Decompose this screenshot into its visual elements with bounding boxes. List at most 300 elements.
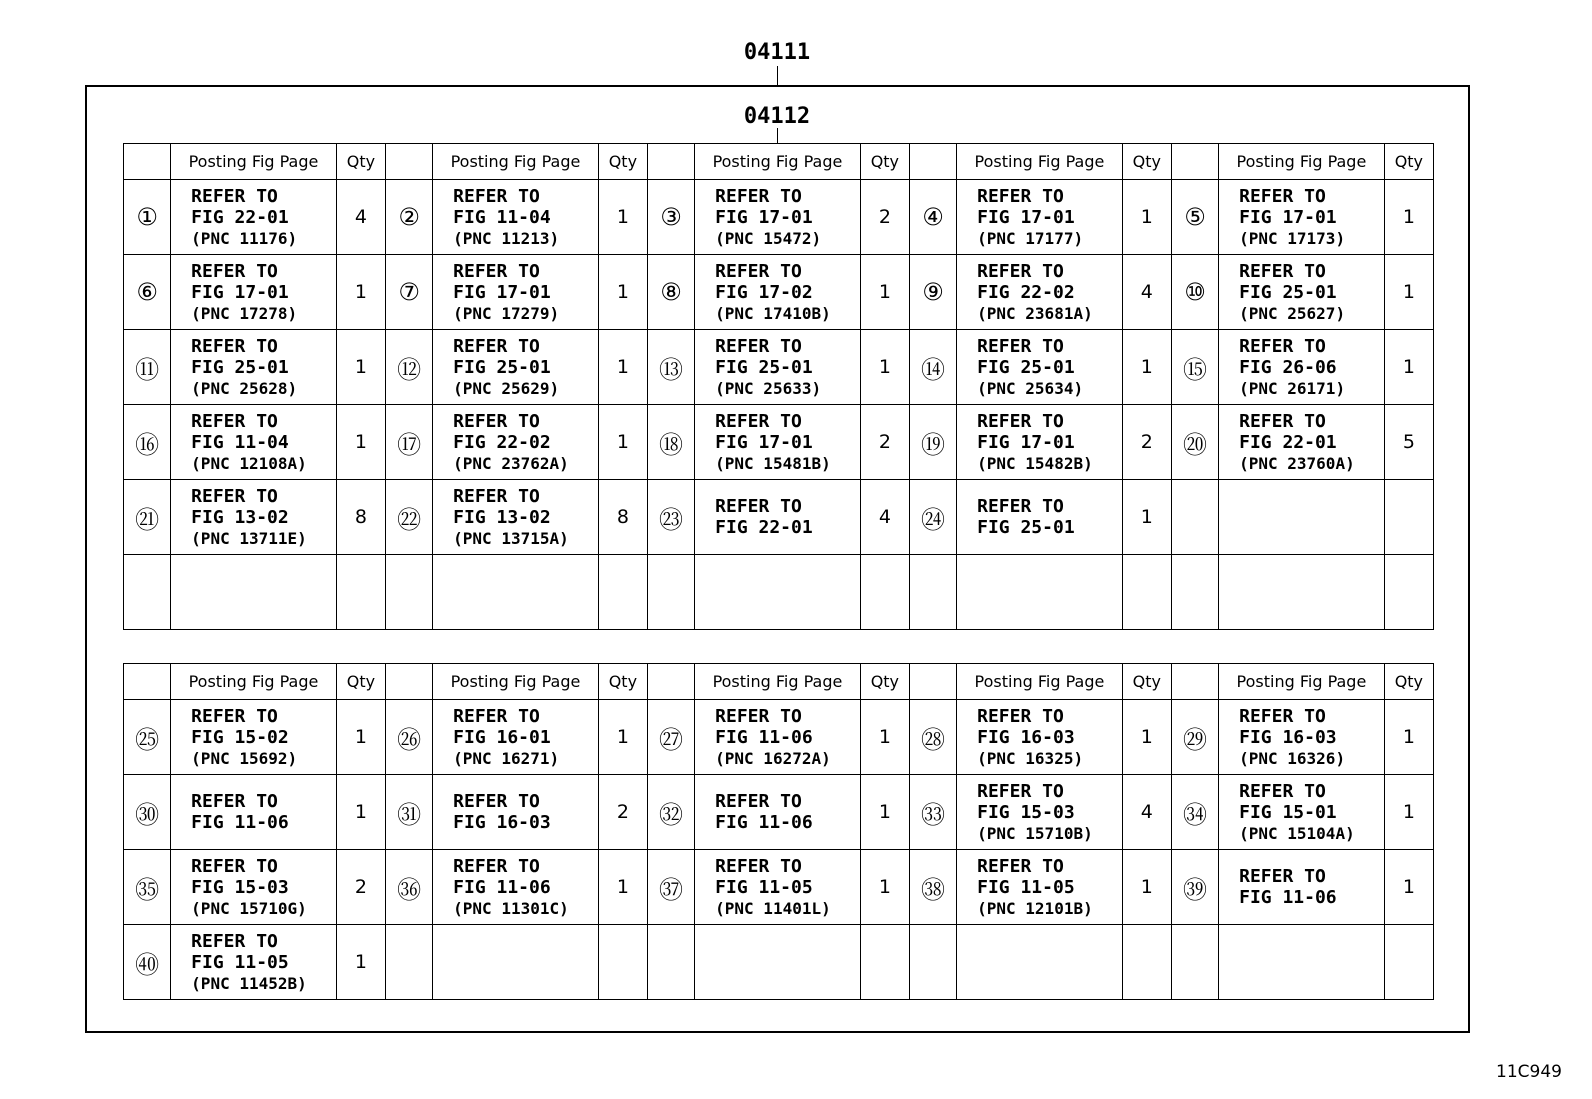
callout-number: ㉛ — [385, 775, 432, 850]
table-row — [124, 405, 1434, 480]
header-num-cell — [909, 664, 956, 700]
posting-fig-reference — [171, 555, 337, 630]
header-num-cell — [909, 144, 956, 180]
qty-value: 1 — [860, 700, 909, 775]
posting-fig-reference — [171, 850, 337, 925]
callout-number — [124, 555, 171, 630]
refer-to-text: REFER TO — [715, 791, 802, 812]
posting-fig-reference — [1219, 330, 1385, 405]
pnc-text: (PNC 16325) — [977, 748, 1084, 768]
refer-to-text: REFER TO — [191, 260, 278, 282]
callout-number: ⑬ — [647, 330, 694, 405]
fig-text: FIG 13-02 — [191, 506, 289, 528]
header-num-cell — [647, 144, 694, 180]
posting-fig-reference — [433, 180, 599, 255]
qty-value: 2 — [1122, 405, 1171, 480]
fig-text: FIG 15-02 — [191, 726, 289, 748]
qty-value: 5 — [1384, 405, 1433, 480]
callout-number: ㊵ — [124, 925, 171, 1000]
header-qty: Qty — [598, 664, 647, 700]
pnc-text: (PNC 23762A) — [453, 453, 569, 473]
figure-code: 11C949 — [1496, 1062, 1562, 1082]
pnc-text: (PNC 26171) — [1239, 378, 1346, 398]
table-row — [124, 255, 1434, 330]
pnc-text: (PNC 17278) — [191, 303, 298, 323]
qty-value — [1122, 925, 1171, 1000]
fig-text: FIG 25-01 — [715, 356, 813, 378]
refer-to-text: REFER TO — [1239, 705, 1326, 727]
outer-code-label: 04111 — [743, 40, 811, 65]
qty-value — [336, 555, 385, 630]
refer-to-text: REFER TO — [453, 185, 540, 207]
fig-text: FIG 11-04 — [453, 206, 551, 228]
header-posting-fig-page: Posting Fig Page — [957, 664, 1123, 700]
refer-to-text: REFER TO — [453, 705, 540, 727]
callout-number: ⑭ — [909, 330, 956, 405]
qty-value: 1 — [598, 850, 647, 925]
posting-fig-reference — [433, 775, 599, 850]
qty-value: 1 — [860, 775, 909, 850]
header-posting-fig-page: Posting Fig Page — [695, 144, 861, 180]
pnc-text: (PNC 17177) — [977, 228, 1084, 248]
callout-number: ㉝ — [909, 775, 956, 850]
callout-number: ① — [124, 180, 171, 255]
callout-number: ㉚ — [124, 775, 171, 850]
posting-fig-reference — [1219, 850, 1385, 925]
refer-to-text: REFER TO — [191, 410, 278, 432]
qty-value: 1 — [598, 255, 647, 330]
refer-to-text: REFER TO — [977, 496, 1064, 517]
callout-number: ⑳ — [1171, 405, 1218, 480]
fig-text: FIG 15-03 — [191, 876, 289, 898]
fig-text: FIG 25-01 — [453, 356, 551, 378]
qty-value — [1384, 480, 1433, 555]
table-row — [124, 775, 1434, 850]
header-qty: Qty — [336, 144, 385, 180]
reference-table-upper — [123, 143, 1434, 630]
posting-fig-reference — [957, 925, 1123, 1000]
pnc-text: (PNC 23681A) — [977, 303, 1093, 323]
table-row — [124, 925, 1434, 1000]
pnc-text: (PNC 12101B) — [977, 898, 1093, 918]
qty-value: 1 — [336, 775, 385, 850]
posting-fig-reference — [1219, 180, 1385, 255]
pnc-text: (PNC 16271) — [453, 748, 560, 768]
posting-fig-reference — [695, 700, 861, 775]
posting-fig-reference — [433, 555, 599, 630]
posting-fig-reference — [1219, 255, 1385, 330]
fig-text: FIG 17-01 — [715, 206, 813, 228]
refer-to-text: REFER TO — [453, 260, 540, 282]
callout-number: ⑨ — [909, 255, 956, 330]
fig-text: FIG 17-01 — [977, 431, 1075, 453]
fig-text: FIG 16-03 — [1239, 726, 1337, 748]
callout-number: ⑦ — [385, 255, 432, 330]
callout-number: ⑲ — [909, 405, 956, 480]
callout-number — [647, 555, 694, 630]
pnc-text: (PNC 15692) — [191, 748, 298, 768]
qty-value: 2 — [860, 405, 909, 480]
header-qty: Qty — [598, 144, 647, 180]
header-qty: Qty — [1122, 144, 1171, 180]
header-posting-fig-page: Posting Fig Page — [695, 664, 861, 700]
table-row — [124, 700, 1434, 775]
pnc-text: (PNC 25634) — [977, 378, 1084, 398]
posting-fig-reference — [695, 255, 861, 330]
posting-fig-reference — [433, 925, 599, 1000]
qty-value: 1 — [860, 850, 909, 925]
pnc-text: (PNC 16326) — [1239, 748, 1346, 768]
fig-text: FIG 26-06 — [1239, 356, 1337, 378]
refer-to-text: REFER TO — [977, 705, 1064, 727]
callout-number: ㉕ — [124, 700, 171, 775]
callout-number: ② — [385, 180, 432, 255]
fig-text: FIG 17-02 — [715, 281, 813, 303]
refer-to-text: REFER TO — [1239, 185, 1326, 207]
callout-number — [647, 925, 694, 1000]
refer-to-text: REFER TO — [715, 410, 802, 432]
callout-number: ㉟ — [124, 850, 171, 925]
callout-number: ④ — [909, 180, 956, 255]
qty-value: 1 — [1122, 480, 1171, 555]
callout-number: ㉘ — [909, 700, 956, 775]
qty-value: 1 — [1384, 255, 1433, 330]
qty-value: 1 — [598, 405, 647, 480]
fig-text: FIG 22-01 — [715, 517, 813, 538]
callout-number: ⑮ — [1171, 330, 1218, 405]
fig-text: FIG 13-02 — [453, 506, 551, 528]
fig-text: FIG 25-01 — [191, 356, 289, 378]
posting-fig-reference — [695, 555, 861, 630]
pnc-text: (PNC 11301C) — [453, 898, 569, 918]
qty-value: 1 — [1122, 850, 1171, 925]
fig-text: FIG 15-03 — [977, 801, 1075, 823]
fig-text: FIG 25-01 — [977, 517, 1075, 538]
refer-to-text: REFER TO — [191, 185, 278, 207]
inner-code-label: 04112 — [743, 104, 811, 129]
refer-to-text: REFER TO — [191, 791, 278, 812]
qty-value: 1 — [1384, 700, 1433, 775]
callout-number: ㉒ — [385, 480, 432, 555]
posting-fig-reference — [433, 700, 599, 775]
refer-to-text: REFER TO — [1239, 260, 1326, 282]
callout-number: ⑥ — [124, 255, 171, 330]
header-num-cell — [1171, 664, 1218, 700]
table-row — [124, 480, 1434, 555]
header-num-cell — [124, 144, 171, 180]
posting-fig-reference — [433, 480, 599, 555]
refer-to-text: REFER TO — [191, 485, 278, 507]
qty-value: 8 — [336, 480, 385, 555]
posting-fig-reference — [957, 405, 1123, 480]
header-qty: Qty — [1384, 664, 1433, 700]
refer-to-text: REFER TO — [715, 705, 802, 727]
fig-text: FIG 22-01 — [1239, 431, 1337, 453]
posting-fig-reference — [1219, 555, 1385, 630]
refer-to-text: REFER TO — [1239, 335, 1326, 357]
pnc-text: (PNC 12108A) — [191, 453, 307, 473]
header-qty: Qty — [860, 664, 909, 700]
callout-number: ㉖ — [385, 700, 432, 775]
qty-value: 1 — [1122, 180, 1171, 255]
fig-text: FIG 22-01 — [191, 206, 289, 228]
pnc-text: (PNC 16272A) — [715, 748, 831, 768]
qty-value: 4 — [336, 180, 385, 255]
posting-fig-reference — [957, 330, 1123, 405]
posting-fig-reference — [171, 480, 337, 555]
fig-text: FIG 11-06 — [191, 812, 289, 833]
header-qty: Qty — [336, 664, 385, 700]
fig-text: FIG 15-01 — [1239, 801, 1337, 823]
posting-fig-reference — [695, 330, 861, 405]
fig-text: FIG 11-05 — [715, 876, 813, 898]
fig-text: FIG 25-01 — [1239, 281, 1337, 303]
posting-fig-reference — [1219, 480, 1385, 555]
posting-fig-reference — [171, 330, 337, 405]
refer-to-text: REFER TO — [715, 855, 802, 877]
refer-to-text: REFER TO — [977, 185, 1064, 207]
posting-fig-reference — [695, 775, 861, 850]
inner-leader-line — [777, 128, 778, 143]
qty-value: 1 — [336, 925, 385, 1000]
qty-value: 1 — [1122, 700, 1171, 775]
fig-text: FIG 11-06 — [715, 726, 813, 748]
header-posting-fig-page: Posting Fig Page — [1219, 664, 1385, 700]
qty-value: 1 — [1384, 330, 1433, 405]
callout-number: ⑰ — [385, 405, 432, 480]
refer-to-text: REFER TO — [453, 485, 540, 507]
fig-text: FIG 22-02 — [453, 431, 551, 453]
pnc-text: (PNC 15472) — [715, 228, 822, 248]
callout-number: ㊴ — [1171, 850, 1218, 925]
pnc-text: (PNC 15481B) — [715, 453, 831, 473]
refer-to-text: REFER TO — [1239, 410, 1326, 432]
table-row — [124, 330, 1434, 405]
header-num-cell — [124, 664, 171, 700]
qty-value — [860, 925, 909, 1000]
pnc-text: (PNC 17279) — [453, 303, 560, 323]
refer-to-text: REFER TO — [453, 855, 540, 877]
posting-fig-reference — [171, 700, 337, 775]
callout-number: ㊳ — [909, 850, 956, 925]
pnc-text: (PNC 25633) — [715, 378, 822, 398]
fig-text: FIG 16-03 — [977, 726, 1075, 748]
fig-text: FIG 16-01 — [453, 726, 551, 748]
qty-value: 1 — [1384, 850, 1433, 925]
posting-fig-reference — [957, 775, 1123, 850]
callout-number — [909, 555, 956, 630]
qty-value: 8 — [598, 480, 647, 555]
posting-fig-reference — [171, 775, 337, 850]
callout-number: ⑧ — [647, 255, 694, 330]
posting-fig-reference — [433, 255, 599, 330]
table-row — [124, 555, 1434, 630]
pnc-text: (PNC 15710G) — [191, 898, 307, 918]
header-row — [124, 664, 1434, 700]
callout-number: ㉞ — [1171, 775, 1218, 850]
header-qty: Qty — [860, 144, 909, 180]
posting-fig-reference — [171, 255, 337, 330]
qty-value — [598, 925, 647, 1000]
callout-number — [1171, 480, 1218, 555]
fig-text: FIG 11-04 — [191, 431, 289, 453]
posting-fig-reference — [957, 700, 1123, 775]
table-row — [124, 850, 1434, 925]
pnc-text: (PNC 13715A) — [453, 528, 569, 548]
fig-text: FIG 11-05 — [191, 951, 289, 973]
pnc-text: (PNC 25629) — [453, 378, 560, 398]
callout-number: ㉙ — [1171, 700, 1218, 775]
header-num-cell — [385, 144, 432, 180]
fig-text: FIG 11-06 — [715, 812, 813, 833]
pnc-text: (PNC 17410B) — [715, 303, 831, 323]
fig-text: FIG 25-01 — [977, 356, 1075, 378]
callout-number: ⑯ — [124, 405, 171, 480]
header-posting-fig-page: Posting Fig Page — [171, 144, 337, 180]
qty-value: 4 — [860, 480, 909, 555]
refer-to-text: REFER TO — [453, 410, 540, 432]
qty-value: 1 — [1122, 330, 1171, 405]
qty-value: 4 — [1122, 775, 1171, 850]
callout-number: ㊲ — [647, 850, 694, 925]
header-posting-fig-page: Posting Fig Page — [1219, 144, 1385, 180]
qty-value — [1122, 555, 1171, 630]
pnc-text: (PNC 11401L) — [715, 898, 831, 918]
pnc-text: (PNC 13711E) — [191, 528, 307, 548]
callout-number: ⑪ — [124, 330, 171, 405]
pnc-text: (PNC 25628) — [191, 378, 298, 398]
pnc-text: (PNC 11452B) — [191, 973, 307, 993]
callout-number — [385, 925, 432, 1000]
header-num-cell — [385, 664, 432, 700]
pnc-text: (PNC 23760A) — [1239, 453, 1355, 473]
fig-text: FIG 16-03 — [453, 812, 551, 833]
refer-to-text: REFER TO — [453, 335, 540, 357]
qty-value — [860, 555, 909, 630]
qty-value: 1 — [1384, 180, 1433, 255]
callout-number: ⑱ — [647, 405, 694, 480]
pnc-text: (PNC 17173) — [1239, 228, 1346, 248]
posting-fig-reference — [957, 555, 1123, 630]
callout-number — [1171, 925, 1218, 1000]
refer-to-text: REFER TO — [977, 410, 1064, 432]
header-posting-fig-page: Posting Fig Page — [433, 144, 599, 180]
fig-text: FIG 11-06 — [453, 876, 551, 898]
callout-number: ③ — [647, 180, 694, 255]
callout-number — [385, 555, 432, 630]
qty-value: 1 — [336, 330, 385, 405]
callout-number — [1171, 555, 1218, 630]
qty-value: 1 — [598, 180, 647, 255]
callout-number: ⑩ — [1171, 255, 1218, 330]
qty-value: 1 — [860, 255, 909, 330]
header-num-cell — [1171, 144, 1218, 180]
header-posting-fig-page: Posting Fig Page — [433, 664, 599, 700]
posting-fig-reference — [1219, 775, 1385, 850]
posting-fig-reference — [957, 850, 1123, 925]
refer-to-text: REFER TO — [715, 260, 802, 282]
header-posting-fig-page: Posting Fig Page — [957, 144, 1123, 180]
header-qty: Qty — [1122, 664, 1171, 700]
header-qty: Qty — [1384, 144, 1433, 180]
outer-leader-line — [777, 66, 778, 85]
refer-to-text: REFER TO — [715, 335, 802, 357]
qty-value — [598, 555, 647, 630]
posting-fig-reference — [695, 925, 861, 1000]
qty-value — [1384, 555, 1433, 630]
qty-value: 1 — [336, 700, 385, 775]
posting-fig-reference — [1219, 925, 1385, 1000]
qty-value: 2 — [598, 775, 647, 850]
pnc-text: (PNC 15482B) — [977, 453, 1093, 473]
refer-to-text: REFER TO — [977, 260, 1064, 282]
refer-to-text: REFER TO — [453, 791, 540, 812]
posting-fig-reference — [1219, 700, 1385, 775]
posting-fig-reference — [695, 180, 861, 255]
posting-fig-reference — [695, 405, 861, 480]
refer-to-text: REFER TO — [191, 335, 278, 357]
qty-value — [1384, 925, 1433, 1000]
table-row — [124, 180, 1434, 255]
pnc-text: (PNC 25627) — [1239, 303, 1346, 323]
fig-text: FIG 22-02 — [977, 281, 1075, 303]
callout-number: ⑤ — [1171, 180, 1218, 255]
header-row — [124, 144, 1434, 180]
refer-to-text: REFER TO — [191, 930, 278, 952]
header-posting-fig-page: Posting Fig Page — [171, 664, 337, 700]
fig-text: FIG 11-06 — [1239, 887, 1337, 908]
qty-value: 1 — [1384, 775, 1433, 850]
qty-value: 1 — [336, 255, 385, 330]
posting-fig-reference — [1219, 405, 1385, 480]
refer-to-text: REFER TO — [191, 705, 278, 727]
fig-text: FIG 11-05 — [977, 876, 1075, 898]
callout-number: ㉗ — [647, 700, 694, 775]
fig-text: FIG 17-01 — [977, 206, 1075, 228]
refer-to-text: REFER TO — [1239, 780, 1326, 802]
refer-to-text: REFER TO — [715, 185, 802, 207]
posting-fig-reference — [957, 180, 1123, 255]
pnc-text: (PNC 15104A) — [1239, 823, 1355, 843]
qty-value: 1 — [860, 330, 909, 405]
callout-number: ㉓ — [647, 480, 694, 555]
header-num-cell — [647, 664, 694, 700]
fig-text: FIG 17-01 — [715, 431, 813, 453]
qty-value: 2 — [336, 850, 385, 925]
callout-number: ㉔ — [909, 480, 956, 555]
fig-text: FIG 17-01 — [453, 281, 551, 303]
posting-fig-reference — [171, 180, 337, 255]
posting-fig-reference — [433, 405, 599, 480]
refer-to-text: REFER TO — [977, 780, 1064, 802]
posting-fig-reference — [695, 850, 861, 925]
posting-fig-reference — [695, 480, 861, 555]
refer-to-text: REFER TO — [1239, 866, 1326, 887]
pnc-text: (PNC 15710B) — [977, 823, 1093, 843]
posting-fig-reference — [433, 850, 599, 925]
refer-to-text: REFER TO — [977, 855, 1064, 877]
callout-number: ㉜ — [647, 775, 694, 850]
qty-value: 1 — [336, 405, 385, 480]
posting-fig-reference — [957, 480, 1123, 555]
refer-to-text: REFER TO — [191, 855, 278, 877]
callout-number — [909, 925, 956, 1000]
callout-number: ㊱ — [385, 850, 432, 925]
fig-text: FIG 17-01 — [191, 281, 289, 303]
qty-value: 4 — [1122, 255, 1171, 330]
posting-fig-reference — [171, 925, 337, 1000]
qty-value: 1 — [598, 700, 647, 775]
